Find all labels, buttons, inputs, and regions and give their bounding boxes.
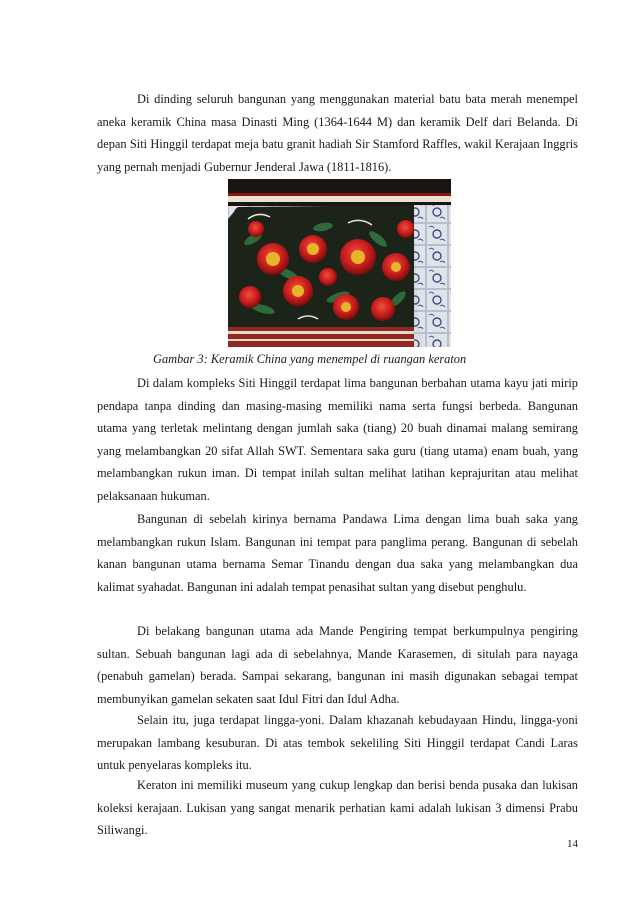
page-number: 14 <box>567 838 578 850</box>
paragraph-lingga-yoni: Selain itu, juga terdapat lingga-yoni. Dalam khazanah kebudayaan Hindu, lingga-yoni merupakan lambang kesuburan. Di atas tembok sekeliling Siti Hinggil terdapat Candi Laras untuk penyelaras kompleks itu. <box>97 713 578 773</box>
paragraph-mande-pengiring: Di belakang bangunan utama ada Mande Pengiring tempat berkumpulnya pengiring sultan. Sebuah bangunan lagi ada di sebelahnya, Mande Karasemen, di situlah para nayaga (penabuh gamelan) berada. Sampai sekarang, bangunan ini masih digunakan sebagai tempat membunyikan gamelan sekaten saat Idul Fitri dan Idul Adha. <box>97 624 578 706</box>
paragraph-siti-hinggil-buildings: Di dalam kompleks Siti Hinggil terdapat lima bangunan berbahan utama kayu jati mirip pendapa tanpa dinding dan masing-masing memiliki nama serta fungsi berbeda. Bangunan utama yang terletak melintang dengan jumlah saka (tiang) 20 buah dinamai malang semirang yang melambangkan 20 sifat Allah SWT. Sementara saka guru (tiang utama) enam buah, yang melambangkan rukun iman. Di tempat inilah sultan melihat latihan keprajuritan atau melihat pelaksanaan hukuman. <box>97 376 578 503</box>
paragraph-museum: Keraton ini memiliki museum yang cukup lengkap dan berisi benda pusaka dan lukisan koleksi kerajaan. Lukisan yang sangat menarik perhatian kami adalah lukisan 3 dimensi Prabu Siliwangi. <box>97 778 578 838</box>
paragraph-pandawa-lima: Bangunan di sebelah kirinya bernama Pandawa Lima dengan lima buah saka yang melambangkan rukun Islam. Bangunan ini tempat para panglima perang. Bangunan di sebelah kanan bangunan utama bernama Semar Tinandu dengan dua saka yang melambangkan dua kalimat syahadat. Bangunan ini adalah tempat penasihat sultan yang disebut penghulu. <box>97 512 578 594</box>
figure-chinese-ceramic-photo <box>228 179 451 347</box>
paragraph-ceramics: Di dinding seluruh bangunan yang menggunakan material batu bata merah menempel aneka keramik China masa Dinasti Ming (1364-1644 M) dan keramik Delf dari Belanda. Di depan Siti Hinggil terdapat meja batu granit hadiah Sir Stamford Raffles, wakil Kerajaan Inggris yang pernah menjadi Gubernur Jenderal Jawa (1811-1816). <box>97 92 578 174</box>
figure-caption: Gambar 3: Keramik China yang menempel di ruangan keraton <box>153 352 467 366</box>
